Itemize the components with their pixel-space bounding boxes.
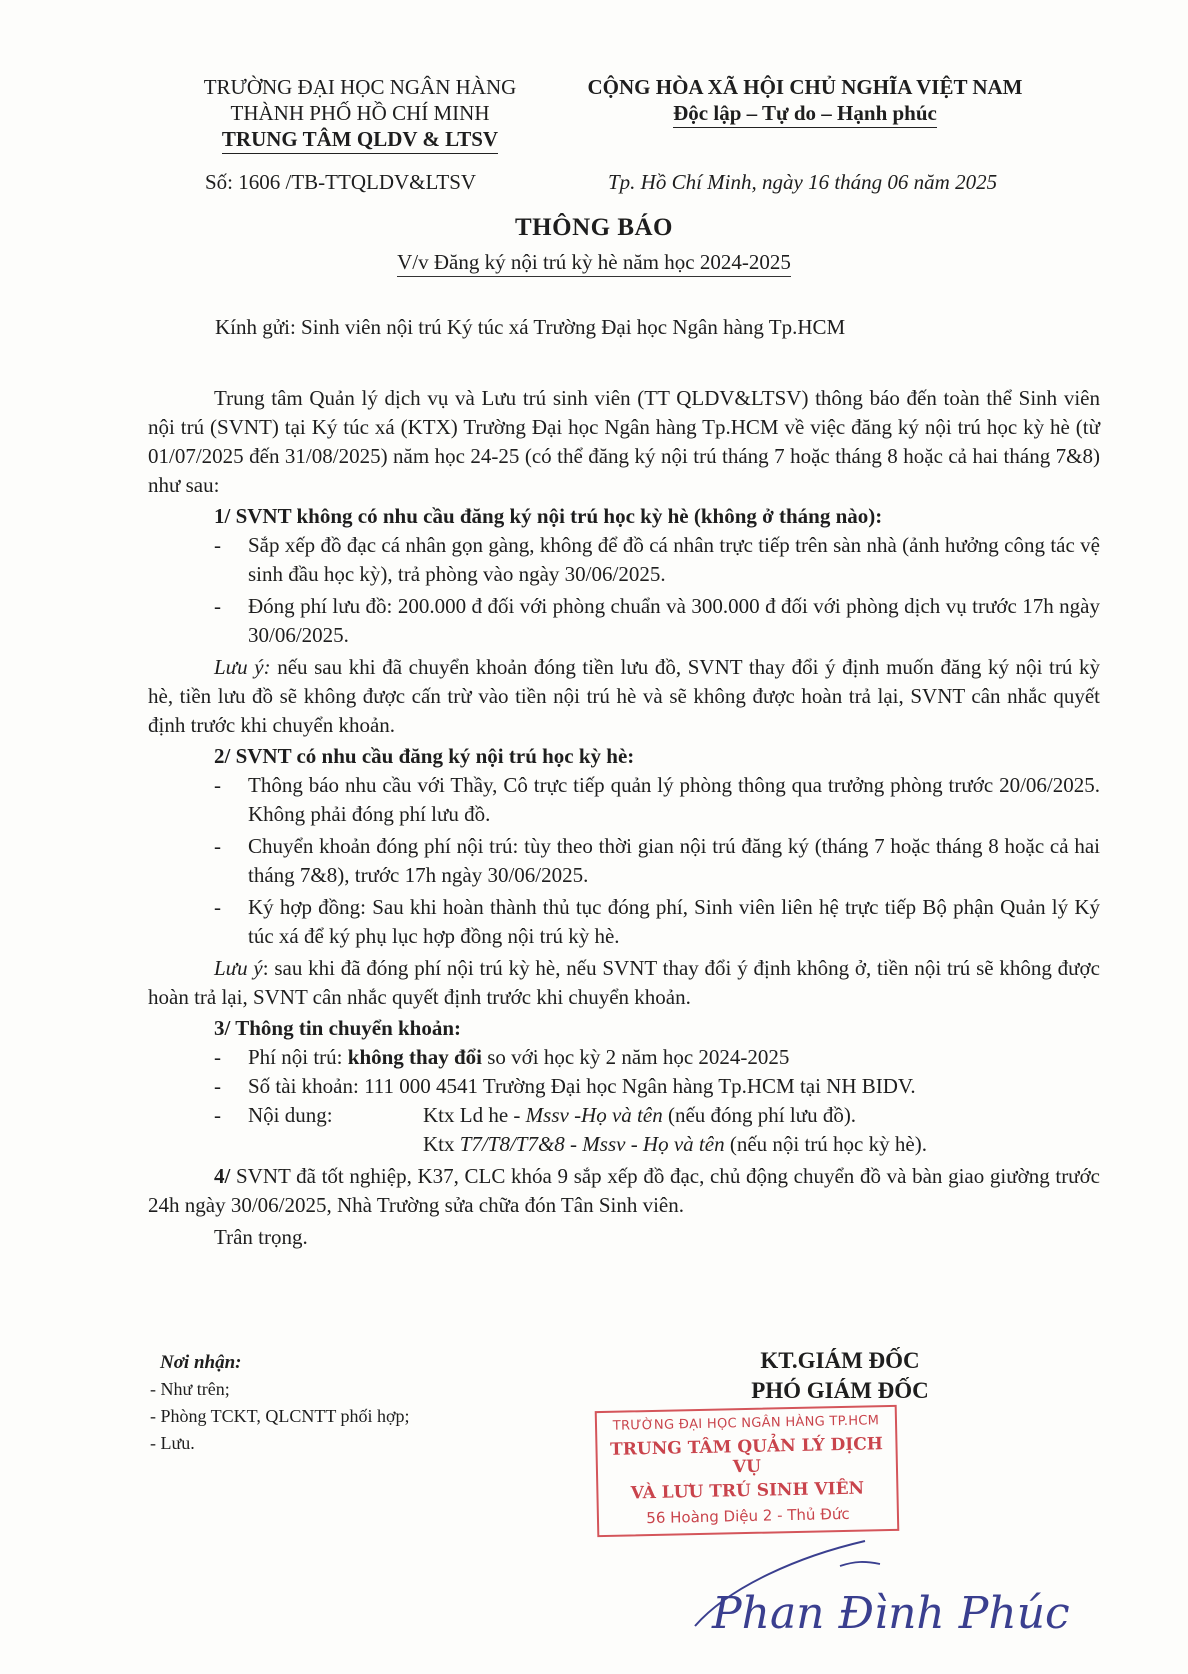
section-1-note (148, 653, 1100, 740)
section-1-item-text: Đóng phí lưu đồ: 200.000 đ đối với phòng chuẩn và 300.000 đ đối với phòng dịch vụ trước 17h ngày 30/06/2025. (248, 594, 1100, 647)
issuer-line-1: TRƯỜNG ĐẠI HỌC NGÂN HÀNG (203, 75, 517, 99)
recipients-title: Nơi nhận: (160, 1352, 242, 1373)
document-subtitle-wrap (0, 250, 1188, 275)
recipient-item: - Như trên; (150, 1379, 230, 1399)
document-date: Tp. Hồ Chí Minh, ngày 16 tháng 06 năm 2025 (608, 170, 998, 194)
section-1-item: - Đóng phí lưu đồ: 200.000 đ đối với phòng chuẩn và 300.000 đ đối với phòng dịch vụ trước 17h ngày 30/06/2025. (214, 594, 1100, 647)
account-info: Số tài khoản: 111 000 4541 Trường Đại học Ngân hàng Tp.HCM tại NH BIDV. (248, 1074, 916, 1098)
section-3-item-fee: - Phí nội trú: không thay đổi so với học kỳ 2 năm học 2024-2025 (214, 1045, 790, 1069)
greeting: Kính gửi: Sinh viên nội trú Ký túc xá Trường Đại học Ngân hàng Tp.HCM (215, 315, 846, 339)
section-3-item-content: - Nội dung: Ktx Ld he - Mssv -Họ và tên (nếu đóng phí lưu đồ). (148, 1101, 1100, 1130)
stamp-line-2: TRUNG TÂM QUẢN LÝ DỊCH VỤ (609, 1434, 884, 1478)
note-label: Lưu ý (214, 956, 263, 980)
section-2-item-text: Ký hợp đồng: Sau khi hoàn thành thủ tục đóng phí, Sinh viên liên hệ trực tiếp Bộ phận Quản lý Ký túc xá để ký phụ lục hợp đồng nội trú kỳ hè. (248, 895, 1100, 948)
section-3-item-content-2 (148, 1130, 1100, 1159)
section-2-item-text: Thông báo nhu cầu với Thầy, Cô trực tiếp quản lý phòng thông qua trưởng phòng trước 20/06/2025. Không phải đóng phí lưu đồ. (248, 773, 1100, 826)
national-motto-block (560, 74, 1050, 128)
official-stamp (595, 1405, 900, 1537)
section-2-heading: 2/ SVNT có nhu cầu đăng ký nội trú học kỳ hè: (214, 744, 635, 768)
recipient-item: - Phòng TCKT, QLCNTT phối hợp; (150, 1406, 410, 1426)
section-1-item: - Sắp xếp đồ đạc cá nhân gọn gàng, không để đồ cá nhân trực tiếp trên sàn nhà (ảnh hưởng công tác vệ sinh đầu học kỳ), trả phòng vào ngày 30/06/2025. (214, 533, 1100, 586)
section-4-text: SVNT đã tốt nghiệp, K37, CLC khóa 9 sắp xếp đồ đạc, chủ động chuyển đồ và bàn giao giường trước 24h ngày 30/06/2025, Nhà Trường sửa chữa đón Tân Sinh viên. (148, 1164, 1100, 1217)
note-label: Lưu ý: (214, 655, 271, 679)
stamp-line-3: VÀ LƯU TRÚ SINH VIÊN (630, 1478, 865, 1504)
fee-suffix: so với học kỳ 2 năm học 2024-2025 (482, 1045, 790, 1069)
signer-title-1: KT.GIÁM ĐỐC (760, 1348, 920, 1373)
recipient-item: - Lưu. (150, 1433, 195, 1453)
nation-motto: Độc lập – Tự do – Hạnh phúc (673, 100, 937, 128)
section-1-heading: 1/ SVNT không có nhu cầu đăng ký nội trú học kỳ hè (không ở tháng nào): (214, 504, 883, 528)
section-2-item: - Ký hợp đồng: Sau khi hoàn thành thủ tục đóng phí, Sinh viên liên hệ trực tiếp Bộ phận Quản lý Ký túc xá để ký phụ lục hợp đồng nội trú kỳ hè. (214, 895, 1100, 948)
issuer-line-3: TRUNG TÂM QLDV & LTSV (222, 126, 498, 154)
note-text: nếu sau khi đã chuyển khoản đóng tiền lưu đồ, SVNT thay đổi ý định muốn đăng ký nội trú kỳ hè, tiền lưu đồ sẽ không được cấn trừ vào tiền nội trú hè và sẽ không được hoàn trả lại, SVNT cân nhắc quyết định trước khi chuyển khoản. (148, 655, 1100, 737)
signer-title-2: PHÓ GIÁM ĐỐC (751, 1378, 929, 1403)
content-line-1: Ktx Ld he - Mssv -Họ và tên (nếu đóng phí lưu đồ). (423, 1103, 857, 1127)
section-4-paragraph (148, 1162, 1100, 1220)
section-2-item: - Thông báo nhu cầu với Thầy, Cô trực tiếp quản lý phòng thông qua trưởng phòng trước 20/06/2025. Không phải đóng phí lưu đồ. (214, 773, 1100, 826)
section-2-note (148, 954, 1100, 1012)
section-3-item-account: - Số tài khoản: 111 000 4541 Trường Đại học Ngân hàng Tp.HCM tại NH BIDV. (214, 1074, 916, 1098)
document-body (148, 384, 1100, 1252)
signature-block (700, 1346, 980, 1406)
recipients-block (150, 1349, 410, 1457)
issuer-block (180, 74, 540, 154)
nation-title: CỘNG HÒA XÃ HỘI CHỦ NGHĨA VIỆT NAM (587, 75, 1023, 99)
issuer-line-2: THÀNH PHỐ HỒ CHÍ MINH (230, 101, 490, 125)
fee-bold: không thay đổi (347, 1045, 482, 1069)
document-subtitle: V/v Đăng ký nội trú kỳ hè năm học 2024-2025 (397, 250, 791, 277)
intro-paragraph: Trung tâm Quản lý dịch vụ và Lưu trú sinh viên (TT QLDV&LTSV) thông báo đến toàn thể Sinh viên nội trú (SVNT) tại Ký túc xá (KTX) Trường Đại học Ngân hàng Tp.HCM về việc đăng ký nội trú học kỳ hè (từ 01/07/2025 đến 31/08/2025) năm học 24-25 (có thể đăng ký nội trú tháng 7 hoặc tháng 8 hoặc cả hai tháng 7&8) như sau: (148, 386, 1100, 497)
signature-name: Phan Đình Phúc (712, 1588, 1070, 1639)
section-4-number: 4/ (214, 1164, 231, 1188)
section-1-item-text: Sắp xếp đồ đạc cá nhân gọn gàng, không để đồ cá nhân trực tiếp trên sàn nhà (ảnh hưởng công tác vệ sinh đầu học kỳ), trả phòng vào ngày 30/06/2025. (248, 533, 1100, 586)
document-number: Số: 1606 /TB-TTQLDV&LTSV (205, 170, 477, 194)
section-2-item-text: Chuyển khoản đóng phí nội trú: tùy theo thời gian nội trú đăng ký (tháng 7 hoặc tháng 8 hoặc cả hai tháng 7&8), trước 17h ngày 30/06/2025. (248, 834, 1100, 887)
content-label: Nội dung: (248, 1103, 333, 1127)
section-3-heading: 3/ Thông tin chuyển khoản: (214, 1016, 462, 1040)
stamp-line-4: 56 Hoàng Diệu 2 - Thủ Đức (646, 1504, 850, 1528)
document-title: THÔNG BÁO (515, 214, 673, 241)
stamp-line-1: TRƯỜNG ĐẠI HỌC NGÂN HÀNG TP.HCM (612, 1413, 880, 1434)
handwritten-signature (690, 1526, 1070, 1656)
closing: Trân trọng. (214, 1225, 308, 1249)
note-text: : sau khi đã đóng phí nội trú kỳ hè, nếu SVNT thay đổi ý định không ở, tiền nội trú sẽ không được hoàn trả lại, SVNT cân nhắc quyết định trước khi chuyển khoản. (148, 956, 1100, 1009)
section-2-item: - Chuyển khoản đóng phí nội trú: tùy theo thời gian nội trú đăng ký (tháng 7 hoặc tháng 8 hoặc cả hai tháng 7&8), trước 17h ngày 30/06/2025. (214, 834, 1100, 887)
fee-prefix: Phí nội trú: (248, 1045, 348, 1069)
content-line-2: Ktx T7/T8/T7&8 - Mssv - Họ và tên (nếu nội trú học kỳ hè). (423, 1132, 927, 1156)
